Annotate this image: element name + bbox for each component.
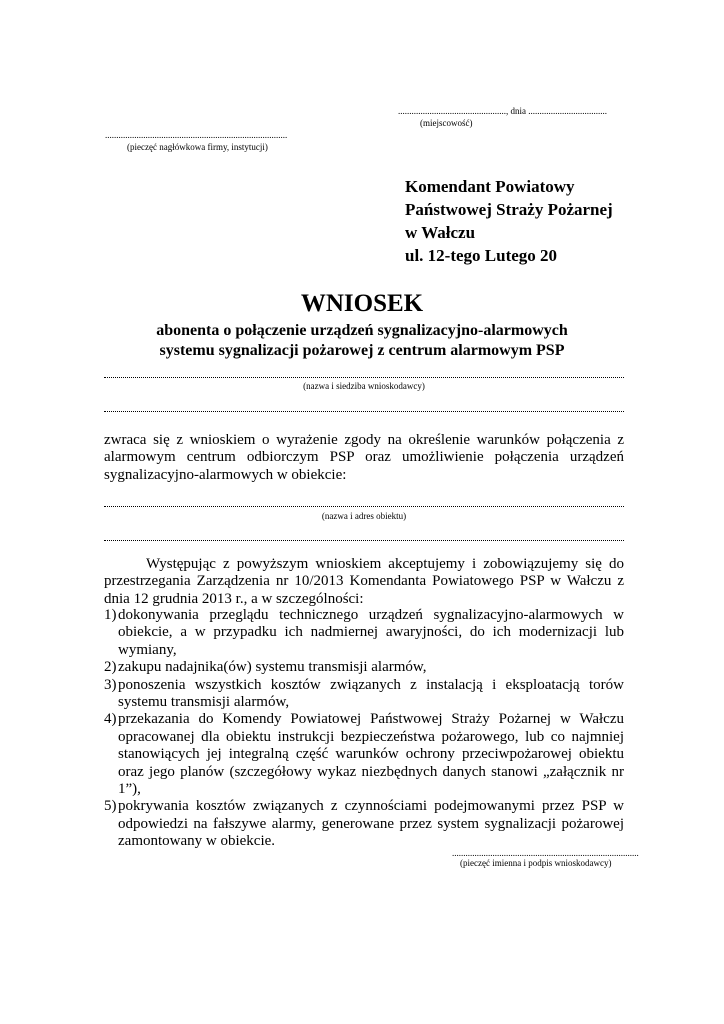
object-name-line[interactable]	[104, 506, 624, 507]
recipient-line-3: w Wałczu	[405, 223, 476, 242]
document-title: WNIOSEK	[300, 290, 424, 317]
list-item-text: zakupu nadajnika(ów) systemu transmisji alarmów,	[118, 659, 427, 676]
intro-paragraph: Występując z powyższym wnioskiem akceptujemy i zobowiązujemy się do przestrzegania Zarządzenia nr 10/2013 Komendanta Powiatowego PSP w Wałczu z dnia 12 grudnia 2013 r., a w szczególności:	[104, 556, 624, 607]
list-item	[104, 677, 624, 712]
stamp-label: (pieczęć nagłówkowa firmy, instytucji)	[127, 142, 268, 152]
recipient-line-1: Komendant Powiatowy	[405, 177, 575, 196]
object-address-line[interactable]	[104, 540, 624, 541]
list-item-number: 5)	[104, 798, 117, 815]
list-item	[104, 711, 624, 798]
place-date-line[interactable]: ................................................, dnia ...................................	[398, 106, 607, 116]
applicant-label: (nazwa i siedziba wnioskodawcy)	[303, 381, 425, 391]
list-item-text: ponoszenia wszystkich kosztów związanych z instalacją i eksploatacją torów systemu transmisji alarmów,	[118, 676, 624, 711]
recipient-block	[405, 175, 613, 267]
list-item-number: 3)	[104, 676, 117, 693]
obligations-list	[104, 607, 624, 851]
list-item-number: 2)	[104, 659, 117, 676]
list-item-text: przekazania do Komendy Powiatowej Państwowej Straży Pożarnej w Wałczu opracowanej dla obiektu instrukcji bezpieczeństwa pożarowego, lub co najmniej stanowiących jej integralną część warunków ochrony przeciwpożarowej obiektu oraz jego planów (szczegółowy wykaz niezbędnych danych stanowi „załącznik nr 1”),	[118, 711, 624, 798]
signature-line[interactable]: ...................................................................................	[452, 848, 639, 858]
list-item-text: dokonywania przeglądu technicznego urządzeń sygnalizacyjno-alarmowych w obiekcie, a w przypadku ich nadmiernej awaryjności, do ich modernizacji lub wymiany,	[118, 607, 624, 658]
recipient-line-2: Państwowej Straży Pożarnej	[405, 200, 613, 219]
place-label: (miejscowość)	[420, 118, 473, 128]
list-item-number: 4)	[104, 711, 117, 728]
applicant-address-line[interactable]	[104, 411, 624, 412]
applicant-name-line[interactable]	[104, 377, 624, 378]
object-label: (nazwa i adres obiektu)	[321, 511, 407, 521]
list-item	[104, 798, 624, 850]
list-item	[104, 607, 624, 659]
list-item	[104, 659, 624, 676]
stamp-line[interactable]: .................................................................................	[105, 130, 288, 140]
subtitle-line-1: abonenta o połączenie urządzeń sygnalizacyjno-alarmowych	[156, 322, 568, 339]
subtitle-line-2: systemu sygnalizacji pożarowej z centrum alarmowym PSP	[159, 342, 565, 359]
signature-label: (pieczęć imienna i podpis wnioskodawcy)	[460, 858, 612, 868]
list-item-number: 1)	[104, 607, 117, 623]
request-paragraph: zwraca się z wnioskiem o wyrażenie zgody na określenie warunków połączenia z alarmowym centrum odbiorczym PSP oraz umożliwienie połączenia urządzeń sygnalizacyjno-alarmowych w obiekcie:	[104, 432, 624, 483]
list-item-text: pokrywania kosztów związanych z czynnościami podejmowanymi przez PSP w odpowiedzi na fałszywe alarmy, generowane przez system sygnalizacji pożarowej zamontowany w obiekcie.	[118, 798, 624, 850]
document-subtitle	[0, 321, 724, 361]
recipient-line-4: ul. 12-tego Lutego 20	[405, 246, 558, 265]
